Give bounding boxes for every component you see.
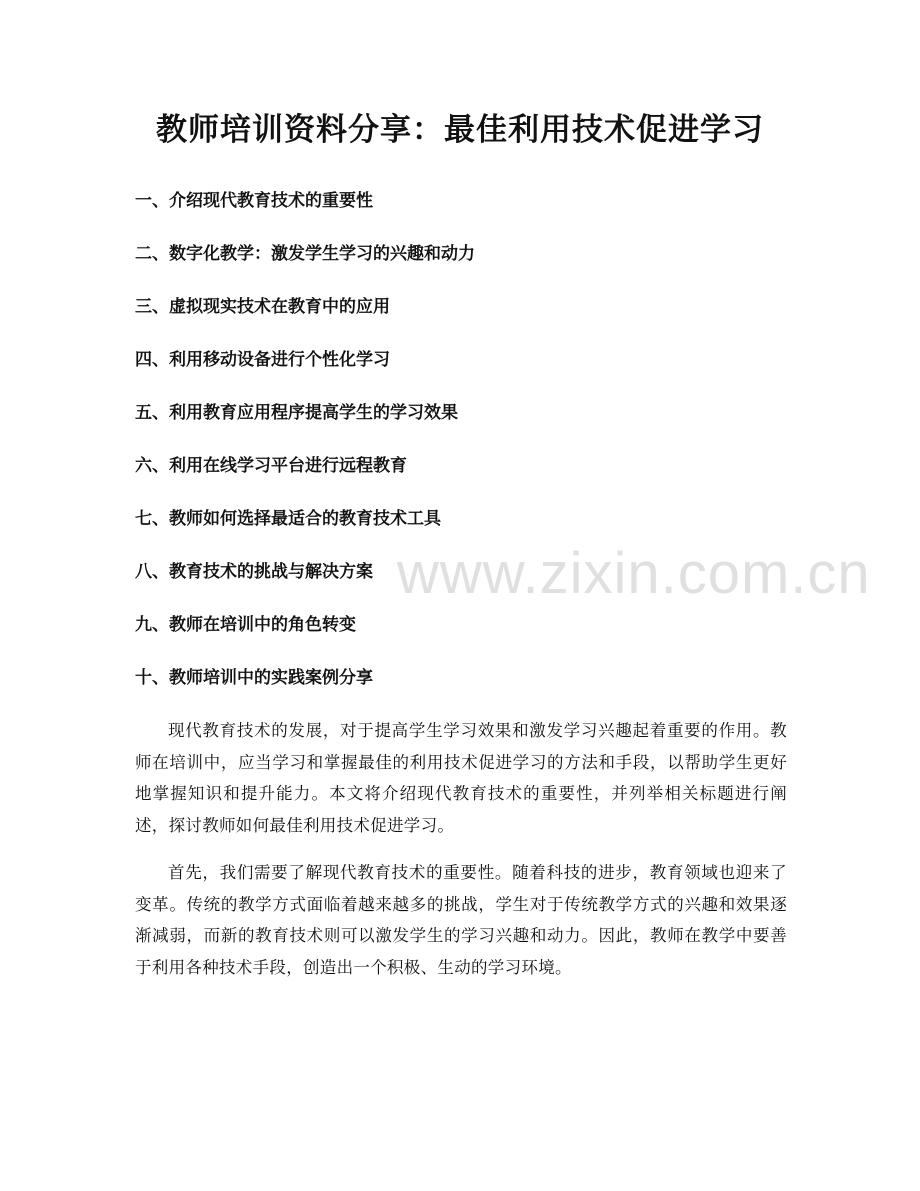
watermark: www.zixin.com.cn	[397, 541, 871, 606]
table-of-contents	[135, 184, 795, 714]
toc-item: 四、利用移动设备进行个性化学习	[135, 350, 390, 370]
toc-item: 六、利用在线学习平台进行远程教育	[135, 456, 407, 476]
toc-item: 三、虚拟现实技术在教育中的应用	[135, 297, 390, 317]
toc-item: 八、教育技术的挑战与解决方案	[135, 562, 373, 582]
toc-item: 一、介绍现代教育技术的重要性	[135, 191, 373, 211]
document-title: 教师培训资料分享：最佳利用技术促进学习	[156, 112, 764, 148]
toc-item: 九、教师在培训中的角色转变	[135, 615, 356, 635]
body-paragraph: 首先，我们需要了解现代教育技术的重要性。随着科技的进步，教育领域也迎来了变革。传统的教学方式面临着越来越多的挑战，学生对于传统教学方式的兴趣和效果逐渐减弱，而新的教育技术则可以激发学生的学习兴趣和动力。因此，教师在教学中要善于利用各种技术手段，创造出一个积极、生动的学习环境。	[135, 863, 787, 977]
toc-item: 十、教师培训中的实践案例分享	[135, 668, 373, 688]
toc-item: 五、利用教育应用程序提高学生的学习效果	[135, 403, 458, 423]
body-paragraph: 现代教育技术的发展，对于提高学生学习效果和激发学习兴趣起着重要的作用。教师在培训中，应当学习和掌握最佳的利用技术促进学习的方法和手段，以帮助学生更好地掌握知识和提升能力。本文将介绍现代教育技术的重要性，并列举相关标题进行阐述，探讨教师如何最佳利用技术促进学习。	[135, 721, 787, 835]
toc-item: 二、数字化教学：激发学生学习的兴趣和动力	[135, 244, 475, 264]
toc-item: 七、教师如何选择最适合的教育技术工具	[135, 509, 441, 529]
